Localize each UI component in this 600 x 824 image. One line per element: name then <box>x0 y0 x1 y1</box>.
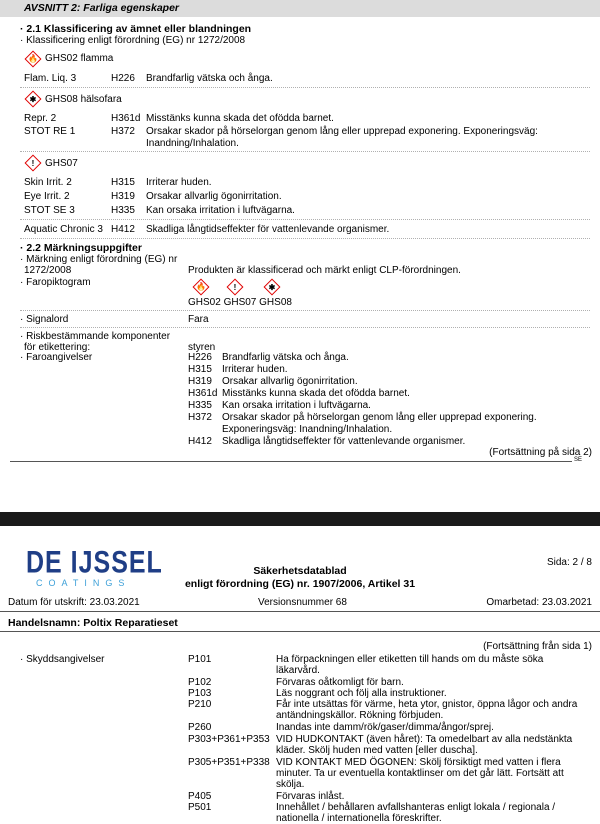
divider <box>20 310 590 311</box>
pictograms-label: · Faropiktogram <box>20 277 91 288</box>
p-code: P101 <box>188 654 212 665</box>
code-cell: H412 <box>111 224 135 235</box>
hazard-comp-label: · Riskbestämmande komponenter <box>20 331 171 342</box>
hazard-statements-label: · Faroangivelser <box>20 352 93 363</box>
p-code: P305+P351+P338 <box>188 757 270 768</box>
code-cell: H361d <box>111 113 141 124</box>
p-text: antändningskällor. Rökning förbjuden. <box>276 710 444 721</box>
p-text: Ha förpackningen eller etiketten till hands om du måste söka <box>276 654 544 665</box>
flame-icon: 🔥 <box>192 278 210 296</box>
class-cell: Aquatic Chronic 3 <box>24 224 103 235</box>
text-cell: Irriterar huden. <box>146 177 212 188</box>
p-code: P501 <box>188 802 212 813</box>
hs-text: Brandfarlig vätska och ånga. <box>222 352 349 363</box>
hs-text: Orsakar skador på hörselorgan genom lång eller upprepad exponering. <box>222 412 537 423</box>
labelling-label: · Märkning enligt förordning (EG) nr <box>20 254 178 265</box>
divider <box>20 151 590 152</box>
labelling-label-text: Märkning enligt förordning (EG) nr <box>26 254 178 265</box>
health-hazard-icon: ✱ <box>263 278 281 296</box>
p-code: P103 <box>188 688 212 699</box>
p-text: kläder. Skölj huden med vatten [eller duscha]. <box>276 745 478 756</box>
ghs08-label: GHS08 hälsofara <box>45 94 122 105</box>
s21-subheading: · Klassificering enligt förordning (EG) nr 1272/2008 <box>20 35 246 46</box>
divider <box>20 219 590 220</box>
ghs02-label: GHS02 flamma <box>45 53 114 64</box>
trade-name: Handelsnamn: Poltix Reparatieset <box>8 617 178 629</box>
trade-name-rule <box>0 631 600 632</box>
revised-date: Omarbetad: 23.03.2021 <box>486 597 592 608</box>
class-cell: Repr. 2 <box>24 113 57 124</box>
hazard-statements-label-text: Faroangivelser <box>26 352 93 363</box>
hs-text: Irriterar huden. <box>222 364 288 375</box>
hazard-comp-label-2: för etikettering: <box>24 342 91 353</box>
hs-text: Misstänks kunna skada det ofödda barnet. <box>222 388 410 399</box>
class-cell: Eye Irrit. 2 <box>24 191 70 202</box>
text-cell: Orsakar allvarlig ögonirritation. <box>146 191 282 202</box>
divider <box>20 238 590 239</box>
hs-code: H335 <box>188 400 212 411</box>
class-cell: STOT RE 1 <box>24 126 76 137</box>
p-text: Får inte utsättas för värme, heta ytor, gnistor, öppna lågor och andra <box>276 699 578 710</box>
divider <box>20 327 590 328</box>
print-date: Datum för utskrift: 23.03.2021 <box>8 597 140 608</box>
pictograms-label-text: Faropiktogram <box>26 277 91 288</box>
p-code: P405 <box>188 791 212 802</box>
code-cell: H372 <box>111 126 135 137</box>
p-code: P210 <box>188 699 212 710</box>
s21-heading: · 2.1 Klassificering av ämnet eller blandningen <box>20 23 252 35</box>
section-header-bar <box>0 0 600 17</box>
labelling-label-2: 1272/2008 <box>24 265 72 276</box>
continued-to: (Fortsättning på sida 2) <box>489 447 592 458</box>
text-cell: Orsakar skador på hörselorgan genom lång eller upprepad exponering. Exponeringsväg: <box>146 126 538 137</box>
section-title: AVSNITT 2: Farliga egenskaper <box>24 2 180 14</box>
class-cell: Flam. Liq. 3 <box>24 73 77 84</box>
s21-subheading-text: Klassificering enligt förordning (EG) nr 1272/2008 <box>26 35 246 46</box>
hs-code: H226 <box>188 352 212 363</box>
text-cell: Kan orsaka irritation i luftvägarna. <box>146 205 295 216</box>
code-cell: H319 <box>111 191 135 202</box>
hs-text: Kan orsaka irritation i luftvägarna. <box>222 400 371 411</box>
signal-label: · Signalord <box>20 314 69 325</box>
signal-label-text: Signalord <box>26 314 69 325</box>
labelling-value: Produkten är klassificerad och märkt enligt CLP-förordningen. <box>188 265 461 276</box>
code-cell: H335 <box>111 205 135 216</box>
p-code: P102 <box>188 677 212 688</box>
page-end-rule <box>10 461 572 462</box>
precaution-label: · Skyddsangivelser <box>20 654 105 665</box>
text-cell-cont: Inandning/Inhalation. <box>146 138 239 149</box>
header-rule <box>0 611 600 612</box>
class-cell: Skin Irrit. 2 <box>24 177 72 188</box>
precaution-label-text: Skyddsangivelser <box>26 654 105 665</box>
text-cell: Misstänks kunna skada det ofödda barnet. <box>146 113 334 124</box>
text-cell: Brandfarlig vätska och ånga. <box>146 73 273 84</box>
s22-heading: · 2.2 Märkningsuppgifter <box>20 242 142 254</box>
p-code: P303+P361+P353 <box>188 734 270 745</box>
p-text: Inandas inte damm/rök/gaser/dimma/ångor/sprej. <box>276 722 494 733</box>
s22-heading-text: 2.2 Märkningsuppgifter <box>26 242 142 254</box>
p-text: Förvaras oåtkomligt för barn. <box>276 677 404 688</box>
hs-text: Skadliga långtidseffekter för vattenlevande organismer. <box>222 436 466 447</box>
class-cell: STOT SE 3 <box>24 205 75 216</box>
flame-icon: 🔥 <box>24 50 42 68</box>
divider <box>20 87 590 88</box>
hazard-comp-value: styren <box>188 342 216 353</box>
p-text: VID HUDKONTAKT (även håret): Ta omedelbart av alla nedstänkta <box>276 734 573 745</box>
hazard-comp-label-text: Riskbestämmande komponenter <box>26 331 171 342</box>
page-separator <box>0 512 600 526</box>
ghs07-label: GHS07 <box>45 158 78 169</box>
p-code: P260 <box>188 722 212 733</box>
exclamation-icon: ! <box>24 154 42 172</box>
pictogram-codes: GHS02 GHS07 GHS08 <box>188 297 292 308</box>
hs-code: H372 <box>188 412 212 423</box>
p-text: Förvaras inlåst. <box>276 791 345 802</box>
code-cell: H226 <box>111 73 135 84</box>
health-hazard-icon: ✱ <box>24 90 42 108</box>
hs-code: H361d <box>188 388 218 399</box>
doc-title-2: enligt förordning (EG) nr. 1907/2006, Artikel 31 <box>184 578 416 590</box>
continued-from: (Fortsättning från sida 1) <box>483 641 592 652</box>
p-text: VID KONTAKT MED ÖGONEN: Skölj försiktigt med vatten i flera <box>276 757 561 768</box>
hs-code: H412 <box>188 436 212 447</box>
hs-text-cont: Exponeringsväg: Inandning/Inhalation. <box>222 424 393 435</box>
p-text: läkarvård. <box>276 665 320 676</box>
p-text: Läs noggrant och följ alla instruktioner. <box>276 688 447 699</box>
signal-value: Fara <box>188 314 209 325</box>
p-text: nationella / internationella föreskrifter. <box>276 813 442 824</box>
lang-code: SE <box>574 457 583 463</box>
s21-heading-text: 2.1 Klassificering av ämnet eller blandningen <box>26 23 252 35</box>
logo-sub-text: COATINGS <box>36 578 131 588</box>
version-number: Versionsnummer 68 <box>258 597 347 608</box>
p-text: skölja. <box>276 779 305 790</box>
hs-code: H315 <box>188 364 212 375</box>
hs-text: Orsakar allvarlig ögonirritation. <box>222 376 358 387</box>
page-number: Sida: 2 / 8 <box>546 557 592 568</box>
p-text: minuter. Ta ur eventuella kontaktlinser om det går lätt. Fortsätt att <box>276 768 564 779</box>
text-cell: Skadliga långtidseffekter för vattenlevande organismer. <box>146 224 390 235</box>
code-cell: H315 <box>111 177 135 188</box>
exclamation-icon: ! <box>226 278 244 296</box>
hs-code: H319 <box>188 376 212 387</box>
doc-title-1: Säkerhetsdatablad <box>253 565 347 577</box>
p-text: Innehållet / behållaren avfallshanteras enligt lokala / regionala / <box>276 802 556 813</box>
logo-main-text: DE IJSSEL <box>26 545 163 580</box>
